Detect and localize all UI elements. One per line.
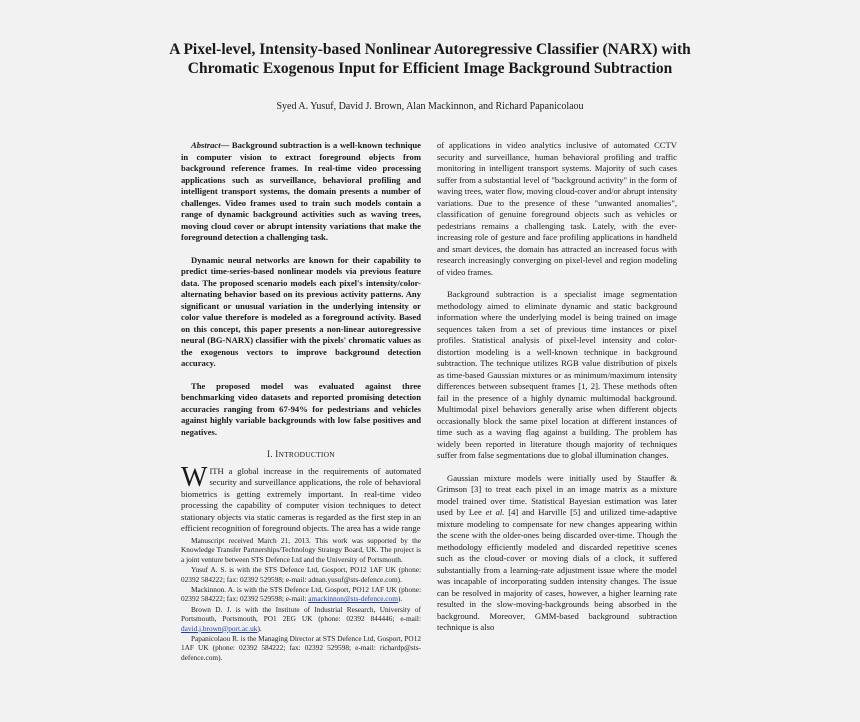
abstract	[181, 140, 421, 438]
paper-title: A Pixel-level, Intensity-based Nonlinear Autoregressive Classifier (NARX) with Chromatic Exogenous Input for Efficient Image Background Subtraction	[169, 41, 691, 77]
left-column	[181, 140, 421, 535]
footnote	[181, 585, 421, 604]
body-paragraph: Background subtraction is a specialist image segmentation methodology aimed to eliminate dynamic and static background information where the underlying model is being trained on image sequences taken from a set of previous time instances or pixel profiles. Statistical analysis of pixel-level intensity and color-distortion modeling is a well-known technique in background subtraction. The technique utilizes RGB value distribution of pixels as time-based Gaussian mixtures or as minimum/maximum intensity differences between subsequent frames [1, 2]. These methods often fail in the presence of a highly dynamic multimodal background. Multimodal pixel behaviors generally arise when different objects occasionally block the same pixel location at different instances of time such as a waving flag against a building. The problem has widely been reported in literature though majority of techniques suffer from false segmentations due to global illumination changes.	[437, 289, 677, 460]
footnote	[181, 605, 421, 633]
drop-cap: W	[181, 461, 208, 493]
introduction-text: ITH a global increase in the requirements of automated security and surveillance applications, the role of behavioral biometrics is getting extremely important. In real-time video processing the capability of computer vision techniques to detect stationary objects via static cameras is regarded as the first step in an efficient recognition of foreground objects. The area has a wide range	[181, 465, 421, 533]
abstract-paragraph	[181, 140, 421, 244]
footnote-text: Mackinnon. A. is with the STS Defence Ltd, Gosport, PO12 1AF UK (phone: 02392 584222; fax: 02392 529598; e-mail:	[181, 585, 421, 604]
abstract-text: — Background subtraction is a well-known technique in computer vision to extract foreground objects from background reference frames. In real-time video processing applications such as surveillance, behavioral profiling and intelligent transport systems, the domain presents a number of challenges. Video frames used to train such models contain a range of dynamic background activities such as waving trees, moving cloud cover or abrupt intensity variations that make the foreground detection a challenging task.	[181, 140, 421, 242]
body-paragraph: of applications in video analytics inclusive of automated CCTV security and surveillance, human behavioral profiling and traffic monitoring in intelligent transport systems. Majority of such cases suffer from a substantial level of "background activity" in the form of waving trees, water flow, moving cloud-cover and/or abrupt intensity variations. Due to the presence of these "unwanted anomalies", classification of genuine foreground objects such as vehicles or pedestrians remains a challenging task. Lately, with the ever-increasing role of gesture and face profiling applications in handheld and smart devices, the domain has attracted an increased focus with research increasingly converging on pixel-level and region modeling of video frames.	[437, 140, 677, 277]
footnote-text: Brown D. J. is with the Institute of Industrial Research, University of Portsmouth, Portsmouth, PO1 2EG UK (phone: 02392 844446; e-mail:	[181, 604, 421, 624]
section-title-first: I	[275, 449, 279, 459]
section-title-rest: NTRODUCTION	[278, 450, 335, 459]
footnote: Papanicolaou R. is the Managing Director at STS Defence Ltd, Gosport, PO12 1AF UK (phone: 02392 584222; fax: 02392 529598; e-mail: richardp@sts-defence.com).	[181, 634, 421, 662]
author-list: Syed A. Yusuf, David J. Brown, Alan Mackinnon, and Richard Papanicolaou	[276, 101, 584, 112]
et-al: et al.	[485, 507, 505, 517]
right-column	[437, 140, 677, 645]
body-text: Gaussian mixture models were initially used by Stauffer & Grimson [3] to treat each pixel in an image matrix as a mixture model trained over time. Statistical Bayesian estimation was later used by Lee	[437, 472, 677, 517]
section-number: I.	[267, 449, 273, 459]
body-paragraph	[437, 473, 677, 634]
footnote-text: ).	[257, 623, 262, 633]
footnote-text: ).	[397, 594, 403, 604]
section-heading-introduction	[181, 449, 421, 461]
footnotes	[181, 536, 421, 663]
introduction-paragraph	[181, 461, 421, 535]
footnote: Yusuf A. S. is with the STS Defence Ltd, Gosport, PO12 1AF UK (phone: 02392 584222; fax: 02392 529598; e-mail: adnan.yusuf@sts-defence.com).	[181, 565, 421, 584]
abstract-label: Abstract	[191, 140, 221, 150]
body-text: [4] and Harville [5] and utilized time-adaptive mixture modeling to compensate for new changes appearing within the scene with the older-ones being discarded over-time. Though the methodology efficiently modeled and discarded repetitive scenes such as the cloud-cover or moving dials of a clock, it suffered substantially from a learning-rate adjustment issue where the model was incapable of incorporating sudden intensity changes. The issue can be resolved in majority of cases, however, a higher learning rate resulted in the slow-moving-backgrounds being absorbed in the background. Moreover, GMM-based background subtraction technique is also	[437, 507, 678, 632]
email-link[interactable]: david.j.brown@port.ac.uk	[181, 623, 258, 633]
email-link[interactable]: amackinnon@sts-defence.com	[308, 594, 398, 604]
footnote: Manuscript received March 21, 2013. This work was supported by the Knowledge Transfer Partnerships/Technology Strategy Board, UK. The project is a joint venture between STS Defence Ltd and the University of Portsmouth.	[181, 536, 421, 564]
abstract-paragraph: Dynamic neural networks are known for their capability to predict time-series-based nonlinear models via previous feature data. The proposed scenario models each pixel's intensity/color-alternating behavior based on its previous activity patterns. Any significant or unusual variation in the underlying intensity or color value therefore is modeled as a foreground activity. Based on this concept, this paper presents a non-linear autoregressive neural (BG-NARX) classifier with the pixels' chromatic values as the exogenous vectors to improve background detection accuracy.	[181, 254, 421, 368]
abstract-paragraph: The proposed model was evaluated against three benchmarking video datasets and reported promising detection accuracies ranging from 67-94% for pedestrians and vehicles against highly variable backgrounds with low false positives and negatives.	[181, 380, 421, 437]
